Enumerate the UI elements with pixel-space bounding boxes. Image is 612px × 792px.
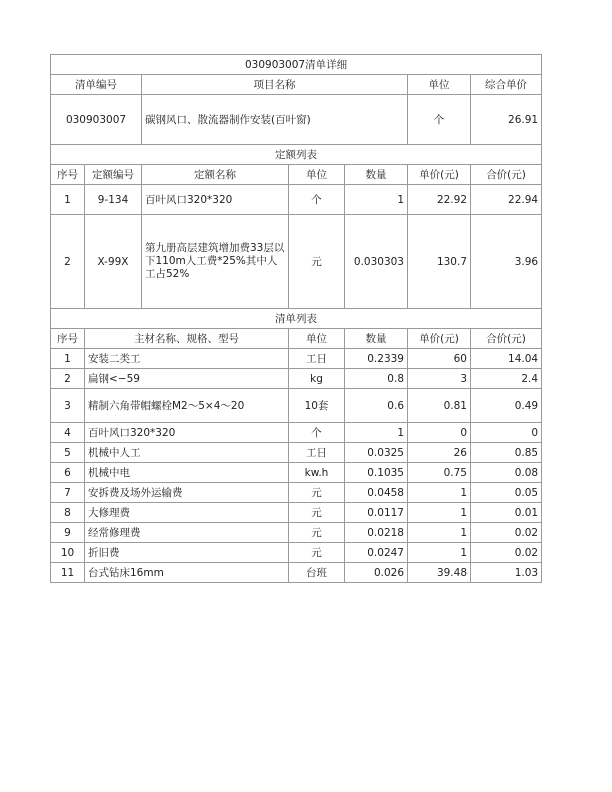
material-row	[51, 563, 542, 583]
material-price: 0	[408, 423, 471, 443]
material-name: 精制六角带帽螺栓M2～5×4～20	[85, 389, 289, 423]
material-no: 3	[51, 389, 85, 423]
quota-no: 2	[51, 215, 85, 309]
material-price: 1	[408, 483, 471, 503]
material-row	[51, 483, 542, 503]
material-qty: 0.026	[345, 563, 408, 583]
material-name: 机械中电	[85, 463, 289, 483]
quota-row	[51, 215, 542, 309]
materials-section-title: 清单列表	[51, 309, 542, 329]
material-row	[51, 349, 542, 369]
material-total: 0.85	[471, 443, 542, 463]
summary-price: 26.91	[471, 95, 542, 145]
material-no: 2	[51, 369, 85, 389]
summary-name: 碳钢风口、散流器制作安装(百叶窗)	[142, 95, 408, 145]
material-unit: 元	[289, 523, 345, 543]
material-qty: 0.2339	[345, 349, 408, 369]
material-no: 6	[51, 463, 85, 483]
material-qty: 0.0325	[345, 443, 408, 463]
quota-header-code: 定额编号	[85, 165, 142, 185]
material-unit: 元	[289, 483, 345, 503]
quota-unit: 个	[289, 185, 345, 215]
material-name: 大修理费	[85, 503, 289, 523]
summary-header-unit: 单位	[408, 75, 471, 95]
material-row	[51, 503, 542, 523]
material-no: 5	[51, 443, 85, 463]
materials-header-name: 主材名称、规格、型号	[85, 329, 289, 349]
material-unit: 工日	[289, 443, 345, 463]
summary-header-name: 项目名称	[142, 75, 408, 95]
quota-qty: 0.030303	[345, 215, 408, 309]
material-no: 4	[51, 423, 85, 443]
material-total: 0.49	[471, 389, 542, 423]
materials-header-row	[51, 329, 542, 349]
material-name: 机械中人工	[85, 443, 289, 463]
material-name: 折旧费	[85, 543, 289, 563]
material-qty: 1	[345, 423, 408, 443]
material-price: 0.75	[408, 463, 471, 483]
material-price: 60	[408, 349, 471, 369]
material-qty: 0.0218	[345, 523, 408, 543]
material-name: 安拆费及场外运输费	[85, 483, 289, 503]
page-title: 030903007清单详细	[51, 55, 542, 75]
material-total: 0.02	[471, 523, 542, 543]
material-price: 39.48	[408, 563, 471, 583]
quota-no: 1	[51, 185, 85, 215]
material-name: 经常修理费	[85, 523, 289, 543]
materials-header-price: 单价(元)	[408, 329, 471, 349]
material-name: 安装二类工	[85, 349, 289, 369]
material-total: 2.4	[471, 369, 542, 389]
material-total: 14.04	[471, 349, 542, 369]
summary-code: 030903007	[51, 95, 142, 145]
quota-header-qty: 数量	[345, 165, 408, 185]
material-row	[51, 463, 542, 483]
material-row	[51, 523, 542, 543]
quota-header-no: 序号	[51, 165, 85, 185]
material-price: 0.81	[408, 389, 471, 423]
material-no: 7	[51, 483, 85, 503]
material-row	[51, 369, 542, 389]
material-total: 0	[471, 423, 542, 443]
material-no: 1	[51, 349, 85, 369]
material-price: 1	[408, 543, 471, 563]
summary-header-code: 清单编号	[51, 75, 142, 95]
material-price: 3	[408, 369, 471, 389]
material-price: 1	[408, 503, 471, 523]
quota-price: 130.7	[408, 215, 471, 309]
quota-qty: 1	[345, 185, 408, 215]
materials-header-unit: 单位	[289, 329, 345, 349]
material-price: 1	[408, 523, 471, 543]
quota-header-unit: 单位	[289, 165, 345, 185]
quota-price: 22.92	[408, 185, 471, 215]
summary-header-row	[51, 75, 542, 95]
quota-header-name: 定额名称	[142, 165, 289, 185]
material-unit: 台班	[289, 563, 345, 583]
material-name: 台式钻床16mm	[85, 563, 289, 583]
material-qty: 0.1035	[345, 463, 408, 483]
materials-header-qty: 数量	[345, 329, 408, 349]
material-row	[51, 389, 542, 423]
material-total: 1.03	[471, 563, 542, 583]
material-unit: 元	[289, 543, 345, 563]
material-unit: kw.h	[289, 463, 345, 483]
materials-header-no: 序号	[51, 329, 85, 349]
summary-unit: 个	[408, 95, 471, 145]
quota-section-title: 定额列表	[51, 145, 542, 165]
material-no: 8	[51, 503, 85, 523]
material-row	[51, 443, 542, 463]
material-row	[51, 423, 542, 443]
quota-code: X-99X	[85, 215, 142, 309]
material-unit: 工日	[289, 349, 345, 369]
material-total: 0.08	[471, 463, 542, 483]
material-total: 0.01	[471, 503, 542, 523]
material-qty: 0.0117	[345, 503, 408, 523]
quota-name: 第九册高层建筑增加费33层以下110m人工费*25%其中人工占52%	[142, 215, 289, 309]
quota-unit: 元	[289, 215, 345, 309]
material-unit: 个	[289, 423, 345, 443]
material-qty: 0.0247	[345, 543, 408, 563]
material-qty: 0.8	[345, 369, 408, 389]
quota-name: 百叶风口320*320	[142, 185, 289, 215]
quota-total: 3.96	[471, 215, 542, 309]
material-qty: 0.6	[345, 389, 408, 423]
bill-detail-table	[50, 54, 542, 583]
material-total: 0.05	[471, 483, 542, 503]
quota-row	[51, 185, 542, 215]
quota-header-row	[51, 165, 542, 185]
summary-row	[51, 95, 542, 145]
material-unit: 元	[289, 503, 345, 523]
quota-header-price: 单价(元)	[408, 165, 471, 185]
quota-code: 9-134	[85, 185, 142, 215]
material-row	[51, 543, 542, 563]
material-total: 0.02	[471, 543, 542, 563]
materials-header-total: 合价(元)	[471, 329, 542, 349]
summary-header-price: 综合单价	[471, 75, 542, 95]
quota-total: 22.94	[471, 185, 542, 215]
material-unit: kg	[289, 369, 345, 389]
material-no: 10	[51, 543, 85, 563]
material-no: 11	[51, 563, 85, 583]
material-name: 百叶风口320*320	[85, 423, 289, 443]
material-name: 扁钢<−59	[85, 369, 289, 389]
material-price: 26	[408, 443, 471, 463]
material-unit: 10套	[289, 389, 345, 423]
material-qty: 0.0458	[345, 483, 408, 503]
quota-header-total: 合价(元)	[471, 165, 542, 185]
material-no: 9	[51, 523, 85, 543]
